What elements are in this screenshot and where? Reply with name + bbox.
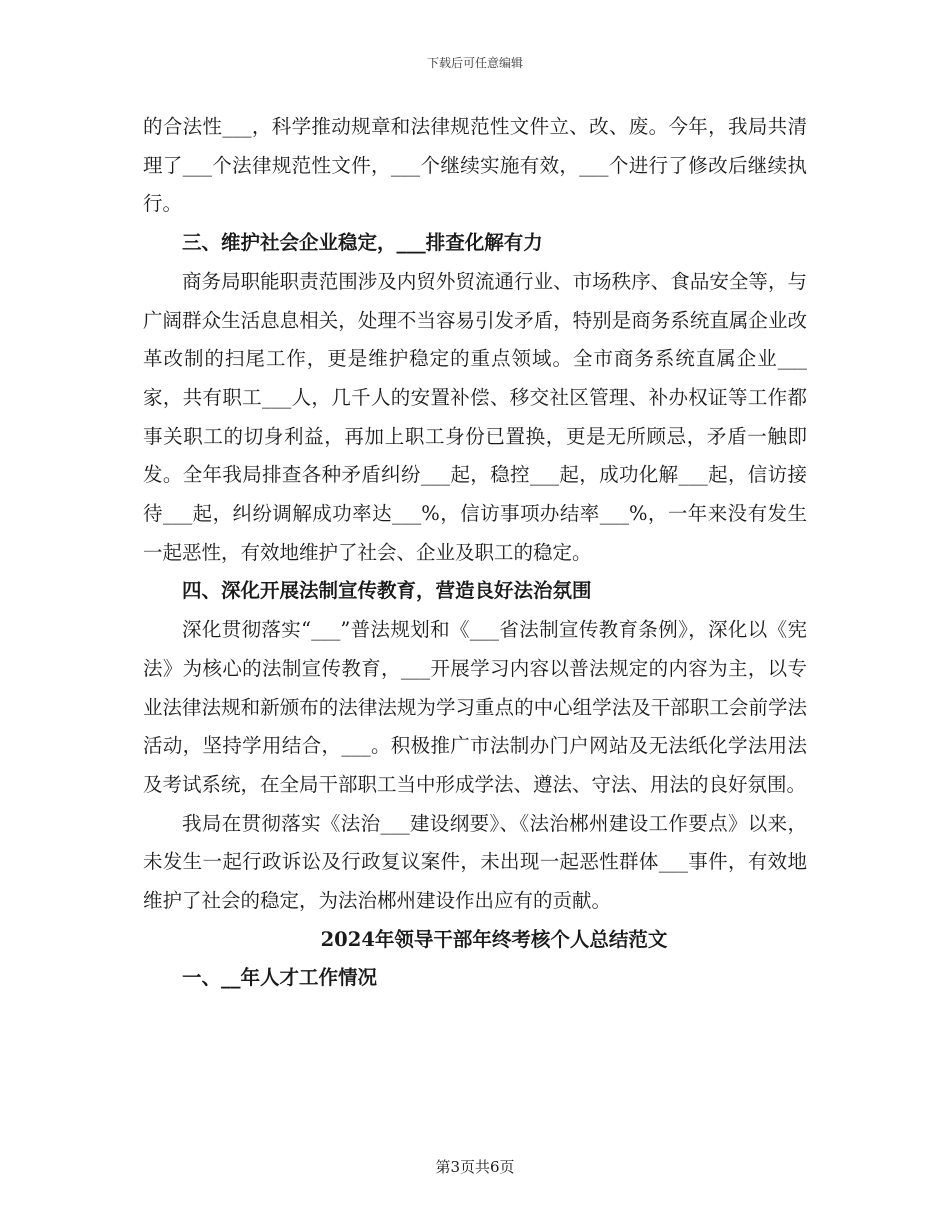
paragraph-stability: 商务局职能职责范围涉及内贸外贸流通行业、市场秩序、食品安全等，与广阔群众生活息息相关，处理不当容易引发矛盾，特别是商务系统直属企业改革改制的扫尾工作，更是维护稳定的重点领域。全市商务系统直属企业___家，共有职工___人，几千人的安置补偿、移交社区管理、补办权证等工作都事关职工的切身利益，再加上职工身份已置换，更是无所顾忌，矛盾一触即发。全年我局排查各种矛盾纠纷___起，稳控___起，成功化解___起，信访接待___起，纠纷调解成功率达___%，信访事项办结率___%，一年来没有发生一起恶性，有效地维护了社会、企业及职工的稳定。 [143,269,807,564]
section-heading-4: 四、深化开展法制宣传教育，营造良好法治氛围 [182,579,592,603]
paragraph-legality: 的合法性___，科学推动规章和法律规范性文件立、改、废。今年，我局共清理了___个法律规范性文件，___个继续实施有效，___个进行了修改后继续执行。 [143,115,807,216]
page-number: 第3页共6页 [435,1158,515,1176]
document-body [143,108,807,998]
section-heading-3: 三、维护社会企业稳定，___排查化解有力 [182,231,543,255]
document-title: 2024年领导干部年终考核个人总结范文 [320,927,668,951]
section-heading-1: 一、__年人才工作情况 [182,966,378,990]
paragraph-legal-education: 深化贯彻落实“___”普法规划和《___省法制宣传教育条例》，深化以《宪法》为核心的法制宣传教育，___开展学习内容以普法规定的内容为主，以专业法律法规和新颁布的法律法规为学习重点的中心组学法及干部职工会前学法活动，坚持学用结合，___。积极推广市法制办门户网站及无法纸化学法用法及考试系统，在全局干部职工当中形成学法、遵法、守法、用法的良好氛围。 [143,618,807,796]
paragraph-results: 我局在贯彻落实《法治___建设纲要》、《法治郴州建设工作要点》以来，未发生一起行政诉讼及行政复议案件，未出现一起恶性群体___事件，有效地维护了社会的稳定，为法治郴州建设作出应有的贡献。 [143,811,807,913]
page-header: 下载后可任意编辑 [426,56,523,70]
